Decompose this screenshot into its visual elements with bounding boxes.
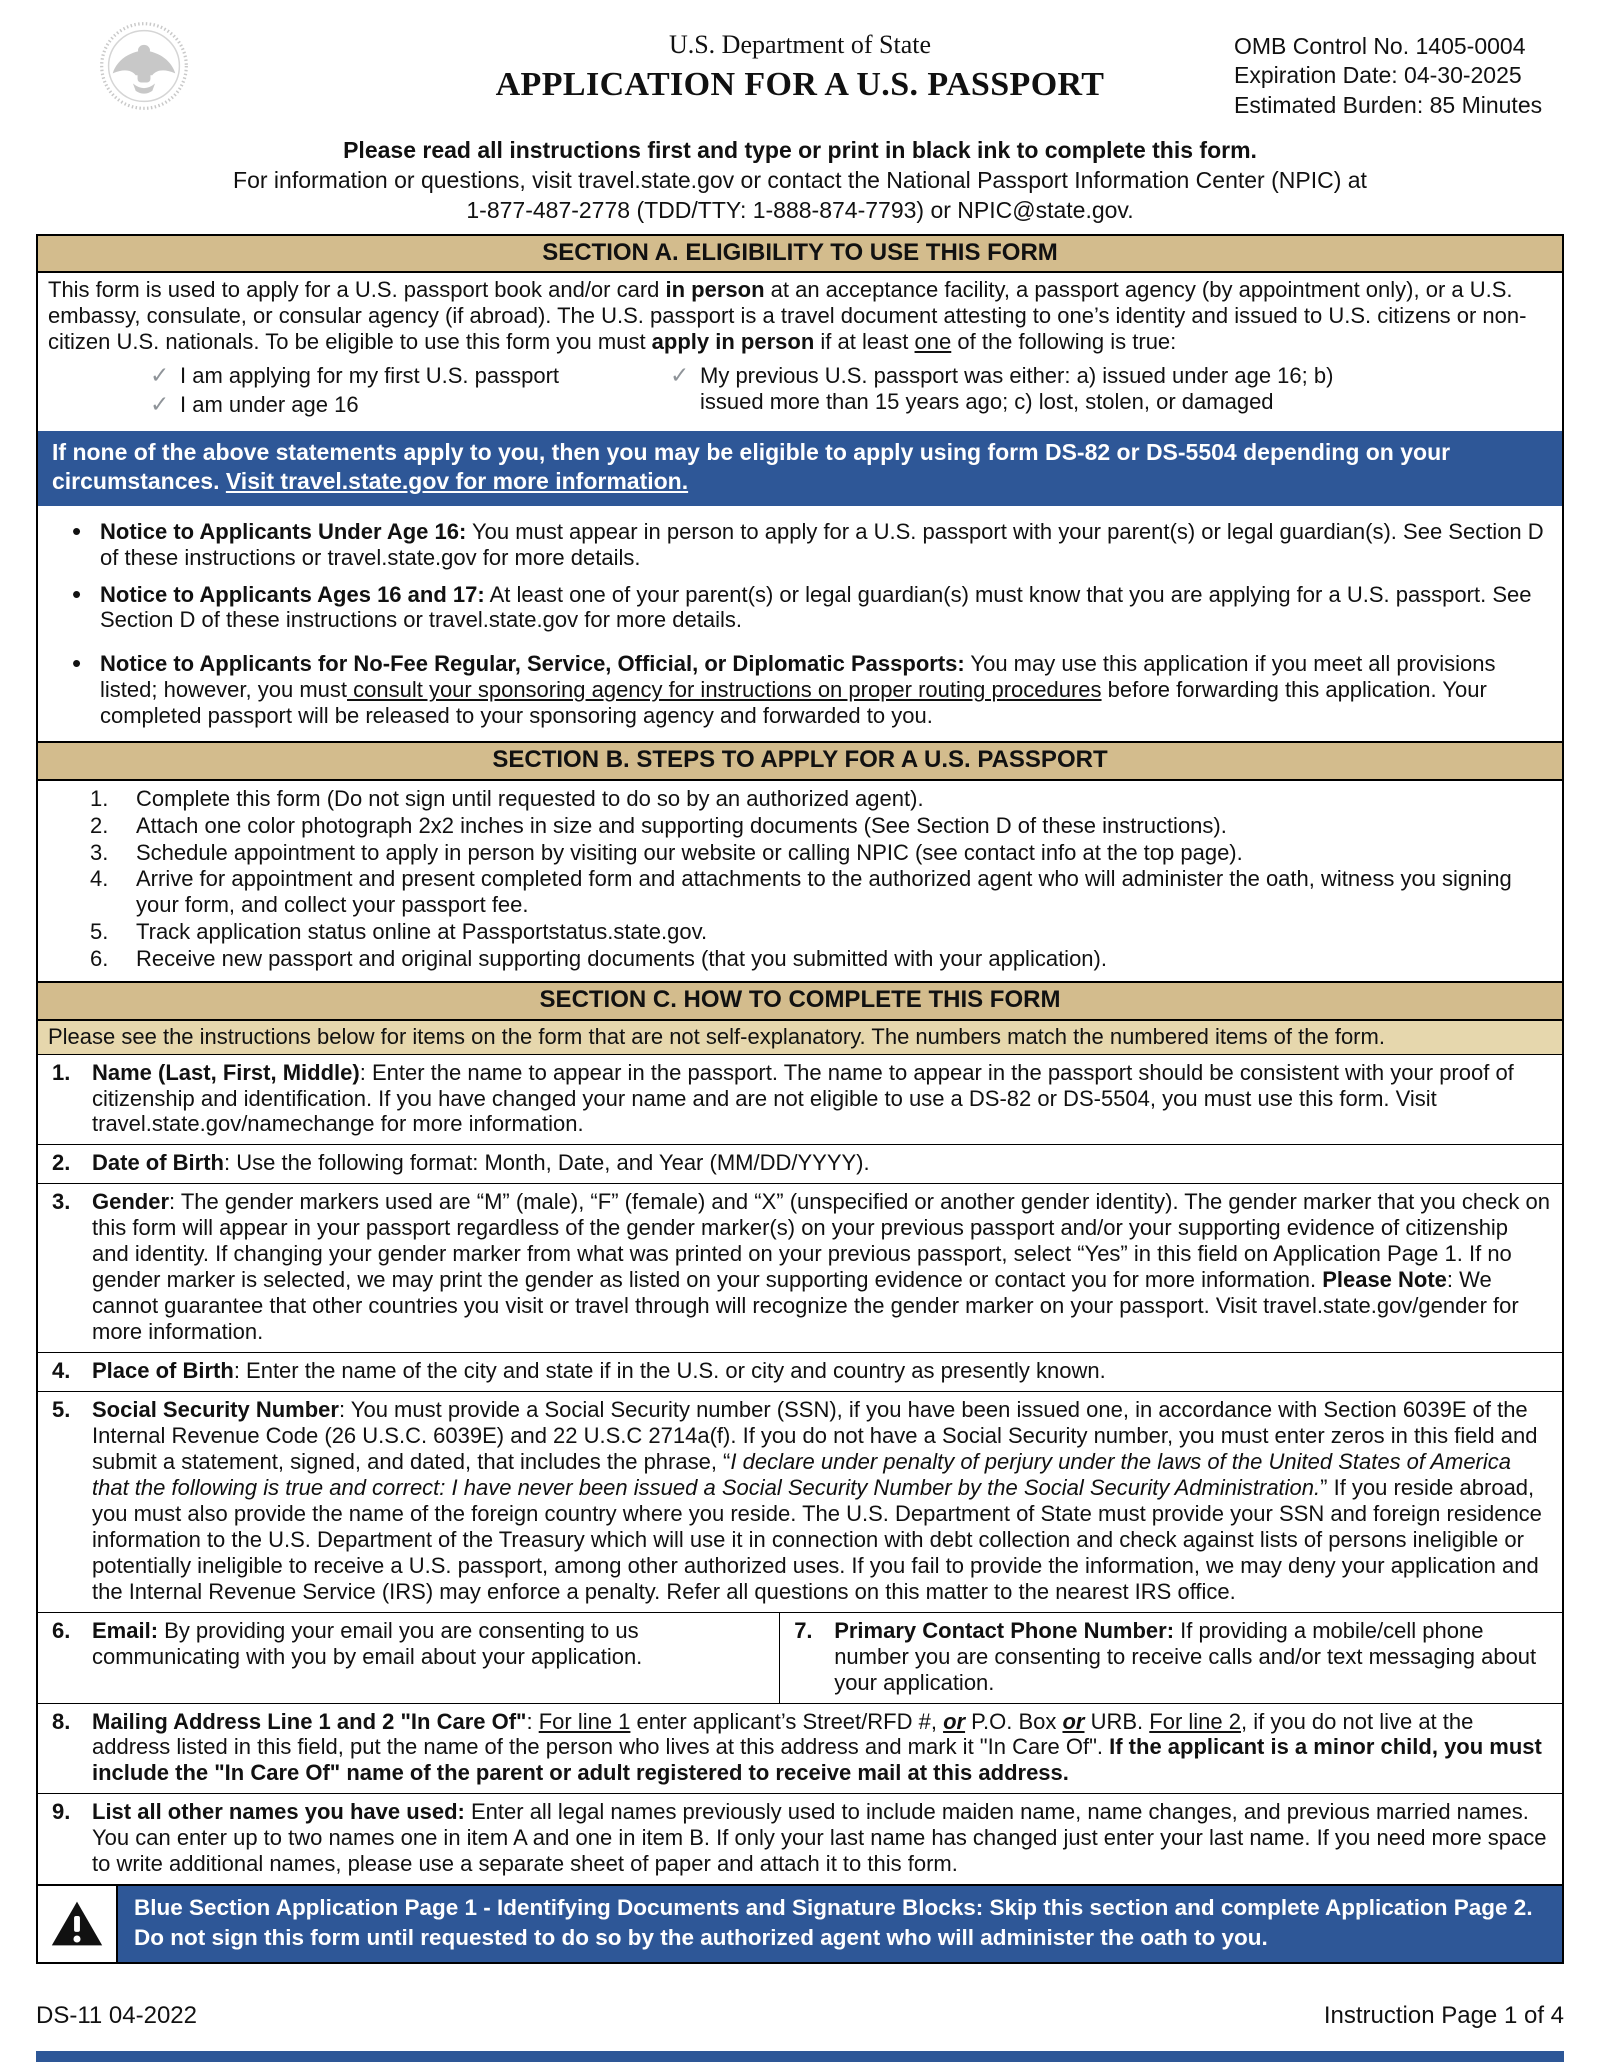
department-of-state-seal-icon (98, 20, 190, 112)
eligibility-item-text: My previous U.S. passport was either: a) issued under age 16; b) issued more than 15 years ago; c) lost, stolen, or damaged (700, 362, 1334, 414)
section-a-body (38, 273, 1562, 431)
step-item-3 (38, 840, 1562, 867)
form-intro (36, 136, 1564, 226)
step-number: 1. (90, 785, 109, 811)
step-number: 2. (90, 812, 109, 838)
notice-under-age-16 (38, 515, 1562, 571)
step-number: 5. (90, 919, 109, 945)
eligibility-checklist-left-column (150, 363, 670, 421)
instruction-item-2-date-of-birth (38, 1144, 1562, 1183)
checkmark-icon: ✓ (150, 390, 170, 417)
step-text: Complete this form (Do not sign until requested to do so by an authorized agent). (136, 785, 924, 811)
step-text: Arrive for appointment and present completed form and attachments to the authorized agent who will administer the oath, witness you signing your form, and collect your passport fee. (136, 866, 1512, 918)
intro-info-line: For information or questions, visit travel.state.gov or contact the National Passport Information Center (NPIC) at (233, 166, 1367, 193)
step-item-6 (38, 946, 1562, 973)
warning-text: Blue Section Application Page 1 - Identifying Documents and Signature Blocks: Skip this section and complete Application Page 2. Do not sign this form until requested to do so by the authorized agent who will administer the oath to you. (118, 1886, 1562, 1961)
warning-triangle-icon (50, 1900, 104, 1947)
item-text: List all other names you have used: Enter all legal names previously used to include maiden name, name changes, and previous married names. You can enter up to two names one in item A and one in item B. If only your last name has changed just enter your last name. If you need more space to write additional names, please use a separate sheet of paper and attach it to this form. (92, 1799, 1547, 1877)
instructions-table (36, 234, 1564, 1964)
omb-estimated-burden: Estimated Burden: 85 Minutes (1234, 91, 1543, 118)
item-text: Name (Last, First, Middle): Enter the name to appear in the passport. The name to appear in the passport should be consistent with your proof of citizenship and identification. If you have changed your name and are not eligible to use a DS-82 or DS-5504, you must use this form. Visit travel.state.gov/namechange for more information. (92, 1059, 1514, 1137)
notice-text: Notice to Applicants for No-Fee Regular, Service, Official, or Diplomatic Passports: You may use this application if you meet all provisions listed; however, you must consult your sponsoring agency for instructions on proper routing procedures before forwarding this application. Your completed passport will be released to your sponsoring agency and forwarded to you. (100, 651, 1496, 729)
eligibility-checklist (46, 355, 1552, 423)
step-number: 4. (90, 866, 109, 892)
step-number: 3. (90, 839, 109, 865)
step-item-1 (38, 786, 1562, 813)
agency-name: U.S. Department of State (668, 30, 932, 59)
eligibility-item-under-16 (150, 392, 670, 418)
section-b-header: SECTION B. STEPS TO APPLY FOR A U.S. PASSPORT (38, 741, 1562, 780)
item-number: 9. (52, 1799, 71, 1825)
item-text: Email: By providing your email you are consenting to us communicating with you by email about your application. (92, 1617, 643, 1669)
item-number: 4. (52, 1358, 71, 1384)
eligibility-checklist-right-column (670, 363, 1542, 421)
eligibility-item-first-passport (150, 363, 670, 389)
checkmark-icon: ✓ (150, 361, 170, 388)
form-title: APPLICATION FOR A U.S. PASSPORT (495, 65, 1105, 103)
eligibility-item-text: I am applying for my first U.S. passport (180, 362, 560, 388)
section-c-subtitle: Please see the instructions below for items on the form that are not self-explanatory. The numbers match the numbered items of the form. (38, 1021, 1562, 1055)
item-text: Primary Contact Phone Number: If providing a mobile/cell phone number you are consenting to receive calls and/or text messaging about your application. (834, 1617, 1537, 1695)
bullet-icon: • (72, 648, 82, 679)
page-header (36, 20, 1564, 136)
bullet-icon: • (72, 515, 82, 546)
omb-control-number: OMB Control No. 1405-0004 (1234, 33, 1526, 59)
item-text: Social Security Number: You must provide a Social Security number (SSN), if you have been issued one, in accordance with Section 6039E of the Internal Revenue Code (26 U.S.C. 6039E) and 22 U.S.C 2714a(f). If you do not have a Social Security number, you must enter zeros in this field and submit a statement, signed, and dated, that includes the phrase, “I declare under penalty of perjury under the laws of the United States of America that the following is true and correct: I have never been issued a Social Security Number by the Social Security Administration.” If you reside abroad, you must also provide the name of the foreign country where you reside. The U.S. Department of State must provide your SSN and foreign residence information to the U.S. Department of the Treasury which will use it in connection with debt collection and check against lists of persons ineligible or potentially ineligible to receive a U.S. passport, among other authorized uses. If you fail to provide the information, we may deny your application and the Internal Revenue Service (IRS) may enforce a penalty. Refer all questions on this matter to the nearest IRS office. (92, 1397, 1542, 1604)
applicant-notices (38, 506, 1562, 742)
section-a-intro-paragraph: This form is used to apply for a U.S. passport book and/or card in person at an acceptance facility, a passport agency (by appointment only), or a U.S. embassy, consulate, or consular agency (if abroad). The U.S. passport is a travel document attesting to one’s identity and issued to U.S. citizens or non-citizen U.S. nationals. To be eligible to use this form you must apply in person if at least one of the following is true: (48, 276, 1527, 354)
application-steps (38, 781, 1562, 982)
step-number: 6. (90, 946, 109, 972)
instruction-item-6-email (38, 1613, 780, 1703)
instruction-item-9-other-names (38, 1793, 1562, 1884)
item-text: Gender: The gender markers used are “M” (male), “F” (female) and “X” (unspecified or another gender identity). The gender marker that you check on this form will appear in your passport regardless of the gender marker(s) on your previous passport and/or your supporting evidence of citizenship and identity. If changing your gender marker from what was printed on your previous passport, select “Yes” in this field on Application Page 1. If no gender marker is selected, we may print the gender as listed on your supporting evidence or contact you for more information. Please Note: We cannot guarantee that other countries you visit or travel through will recognize the gender marker on your passport. Visit travel.state.gov/gender for more information. (92, 1189, 1550, 1345)
item-number: 7. (794, 1617, 813, 1643)
notice-no-fee-passports (38, 648, 1562, 729)
item-text: Place of Birth: Enter the name of the city and state if in the U.S. or city and country as presently known. (92, 1358, 1106, 1384)
section-c-header: SECTION C. HOW TO COMPLETE THIS FORM (38, 981, 1562, 1020)
instruction-item-3-gender (38, 1183, 1562, 1352)
intro-contact-line: 1-877-487-2778 (TDD/TTY: 1-888-874-7793) or NPIC@state.gov. (466, 196, 1134, 223)
instruction-item-5-ssn (38, 1391, 1562, 1612)
form-number: DS-11 04-2022 (36, 2001, 197, 2029)
page-number: Instruction Page 1 of 4 (1323, 2001, 1564, 2029)
bullet-icon: • (72, 578, 82, 609)
item-text: Mailing Address Line 1 and 2 "In Care Of": For line 1 enter applicant’s Street/RFD #, or P.O. Box or URB. For line 2, if you do not live at the address listed in this field, put the name of the person who lives at this address and mark it "In Care Of". If the applicant is a minor child, you must include the "In Care Of" name of the parent or adult registered to receive mail at this address. (92, 1708, 1542, 1786)
step-item-5 (38, 919, 1562, 946)
step-item-2 (38, 813, 1562, 840)
footer-blue-bar (36, 2051, 1564, 2062)
eligibility-item-text: I am under age 16 (180, 391, 359, 417)
instruction-item-7-phone (780, 1613, 1562, 1703)
eligibility-item-previous-passport (670, 363, 1542, 415)
section-a-header: SECTION A. ELIGIBILITY TO USE THIS FORM (38, 236, 1562, 273)
notice-text: Notice to Applicants Under Age 16: You must appear in person to apply for a U.S. passport with your parent(s) or legal guardian(s). See Section D of these instructions or travel.state.gov for more details. (100, 518, 1544, 570)
item-number: 8. (52, 1708, 71, 1734)
instruction-item-4-place-of-birth (38, 1352, 1562, 1391)
omb-info-block (1234, 32, 1564, 120)
item-number: 6. (52, 1617, 71, 1643)
step-text: Receive new passport and original supporting documents (that you submitted with your application). (136, 946, 1107, 972)
step-text: Attach one color photograph 2x2 inches in size and supporting documents (See Section D of these instructions). (136, 812, 1227, 838)
page-footer (36, 2002, 1564, 2030)
step-text: Schedule appointment to apply in person by visiting our website or calling NPIC (see contact info at the top page). (136, 839, 1243, 865)
item-text: Date of Birth: Use the following format: Month, Date, and Year (MM/DD/YYYY). (92, 1150, 870, 1176)
item-number: 2. (52, 1150, 71, 1176)
notice-ages-16-17 (38, 578, 1562, 634)
item-number: 1. (52, 1059, 71, 1085)
instruction-item-8-mailing-address (38, 1703, 1562, 1794)
instruction-items-6-and-7 (38, 1612, 1562, 1703)
item-number: 5. (52, 1397, 71, 1423)
item-number: 3. (52, 1189, 71, 1215)
step-text: Track application status online at Passportstatus.state.gov. (136, 919, 708, 945)
blue-section-warning-bar (38, 1884, 1562, 1961)
instruction-item-1-name (38, 1055, 1562, 1145)
notice-text: Notice to Applicants Ages 16 and 17: At least one of your parent(s) or legal guardian(s) must know that you are applying for a U.S. passport. See Section D of these instructions or travel.state.gov for more details. (100, 581, 1532, 633)
intro-instruction-line: Please read all instructions first and type or print in black ink to complete this form. (343, 137, 1257, 163)
warning-icon-box (38, 1886, 118, 1961)
step-item-4 (38, 866, 1562, 919)
ds82-ds5504-eligibility-notice: If none of the above statements apply to you, then you may be eligible to apply using form DS-82 or DS-5504 depending on your circumstances. Visit travel.state.gov for more information. (38, 431, 1562, 506)
omb-expiration-date: Expiration Date: 04-30-2025 (1234, 62, 1522, 89)
checkmark-icon: ✓ (670, 361, 690, 388)
